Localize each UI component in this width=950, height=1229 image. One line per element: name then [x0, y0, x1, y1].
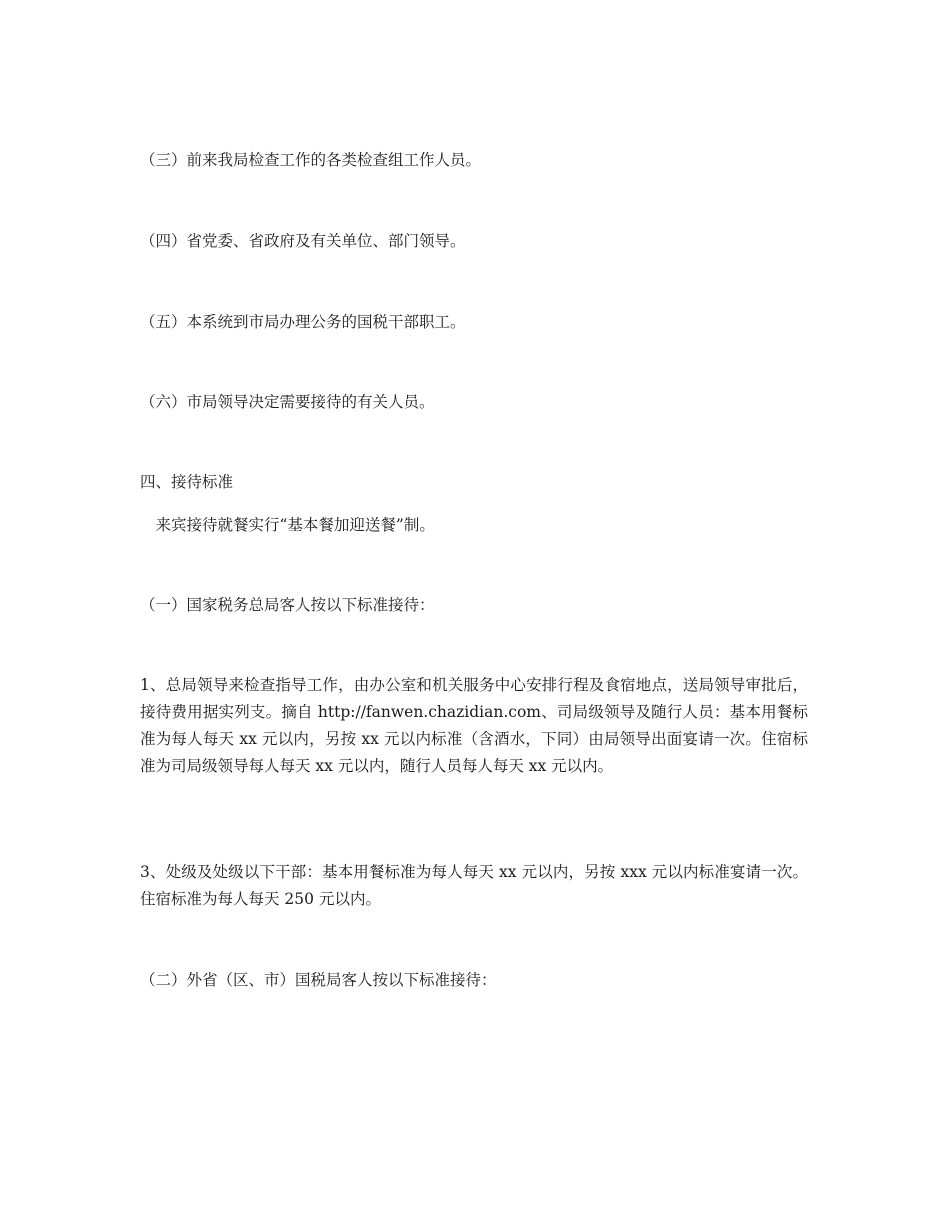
list-item-6: （六）市局领导决定需要接待的有关人员。 [140, 393, 435, 411]
sub-heading-provincial: （二）外省（区、市）国税局客人按以下标准接待： [140, 971, 497, 989]
sub-heading-national: （一）国家税务总局客人按以下标准接待： [140, 596, 435, 614]
list-item-3: （三）前来我局检查工作的各类检查组工作人员。 [140, 151, 482, 169]
section-heading: 四、接待标准 [140, 473, 234, 491]
list-item-5: （五）本系统到市局办理公务的国税干部职工。 [140, 313, 466, 331]
list-item-4: （四）省党委、省政府及有关单位、部门领导。 [140, 232, 466, 250]
paragraph-1: 1、总局领导来检查指导工作，由办公室和机关服务中心安排行程及食宿地点，送局领导审批后，接待费用据实列支。摘自 http://fanwen.chazidian.com、司局级领导及随行人员：基本用餐标准为每人每天 xx 元以内，另按 xx 元以内标准（含酒水，下同）由局领导出面宴请一次。住宿标准为司局级领导每人每天 xx 元以内，随行人员每人每天 xx 元以内。 [140, 676, 808, 775]
paragraph-3: 3、处级及处级以下干部：基本用餐标准为每人每天 xx 元以内，另按 xxx 元以内标准宴请一次。住宿标准为每人每天 250 元以内。 [140, 863, 808, 908]
intro-text: 来宾接待就餐实行“基本餐加迎送餐”制。 [140, 516, 435, 534]
